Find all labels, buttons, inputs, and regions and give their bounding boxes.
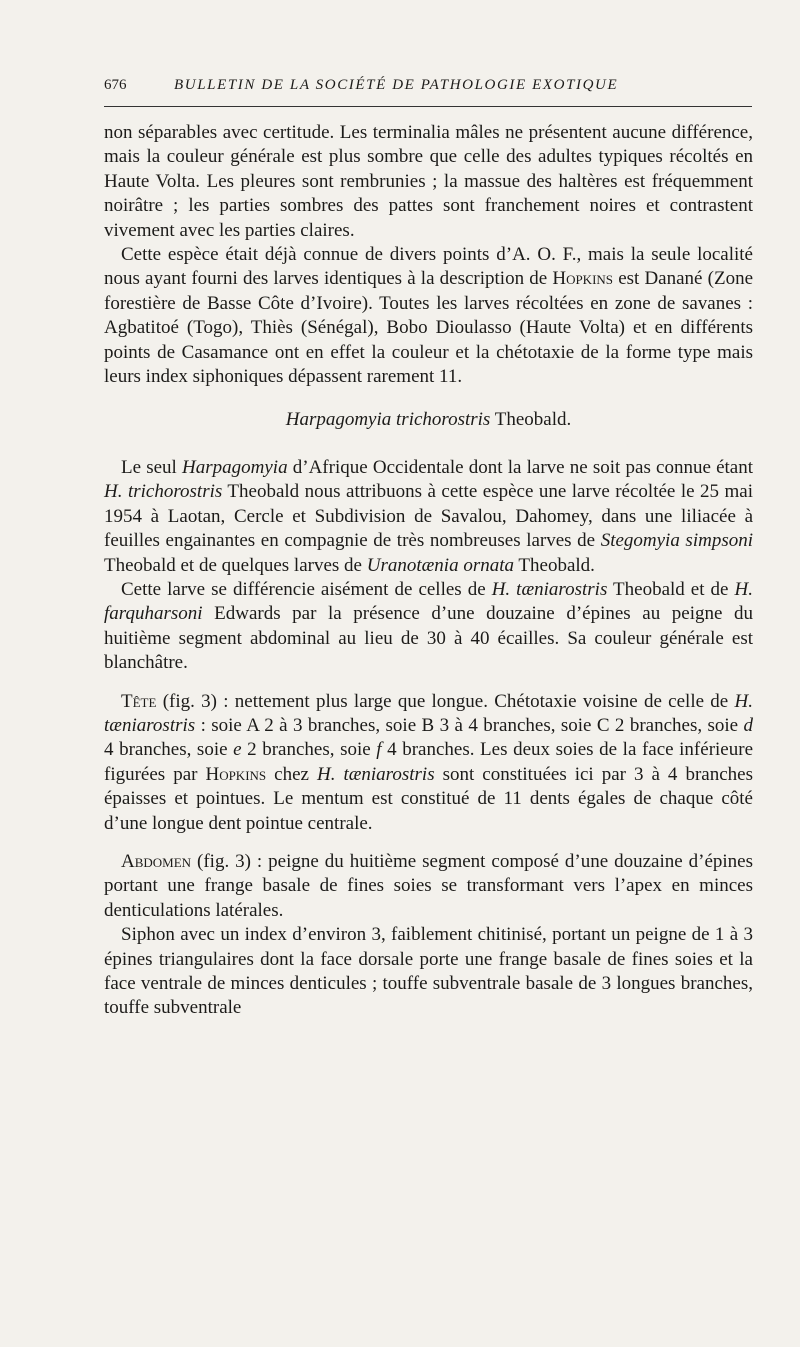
paragraph-5: Tête (fig. 3) : nettement plus large que longue. Chétotaxie voisine de celle de H. tæniarostris : soie A 2 à 3 branches, soie B 3 à 4 branches, soie C 2 branches, soie d 4 branches, soie e 2 branches, soie f 4 branches. Les deux soies de la face inférieure figurées par Hopkins chez H. tæniarostris sont constituées ici par 3 à 4 branches épaisses et pointues. Le mentum est constitué de 11 dents égales de chaque côté d’une longue dent pointue centrale. — [104, 690, 753, 834]
author-name: Hopkins — [552, 268, 614, 290]
paragraph-1: non séparables avec certitude. Les terminalia mâles ne présentent aucune différence, mais la couleur générale est plus sombre que celle des adultes typiques récoltés en Haute Volta. Les pleures sont rembrunies ; la massue des haltères est fréquemment noirâtre ; les parties sombres des pattes sont franchement noires et contrastent vivement avec les parties claires. — [104, 122, 753, 241]
section-label-abdomen: Abdomen — [121, 850, 192, 872]
running-header — [104, 77, 752, 101]
paragraph-7: Siphon avec un index d’environ 3, faiblement chitinisé, portant un peigne de 1 à 3 épines triangulaires dont la face dorsale porte une frange basale de fines soies et la face ventrale de minces denticules ; touffe subventrale basale de 3 longues branches, touffe subventrale — [104, 924, 753, 1019]
author-name: Hopkins — [205, 763, 267, 785]
paragraph-6: Abdomen (fig. 3) : peigne du huitième segment composé d’une douzaine d’épines portant une frange basale de fines soies se transformant vers l’apex en minces denticulations latérales. — [104, 850, 753, 921]
paragraph-2: Cette espèce était déjà connue de divers points d’A. O. F., mais la seule localité nous ayant fourni des larves identiques à la description de Hopkins est Danané (Zone forestière de Basse Côte d’Ivoire). Toutes les larves récoltées en zone de savanes : Agbatitoé (Togo), Thiès (Sénégal), Bobo Dioulasso (Haute Volta) et en différents points de Casamance ont en effet la couleur et la chétotaxie de la forme type mais leurs index siphoniques dépassent rarement 11. — [104, 244, 753, 388]
body-text — [104, 121, 753, 1021]
species-name: Harpagomyia trichorostris — [285, 409, 491, 431]
species-author: Theobald. — [494, 409, 572, 431]
species-heading — [104, 408, 753, 432]
section-label-tete: Tête — [121, 690, 157, 712]
journal-title: BULLETIN DE LA SOCIÉTÉ DE PATHOLOGIE EXOTIQUE — [174, 77, 619, 93]
paragraph-3: Le seul Harpagomyia d’Afrique Occidentale dont la larve ne soit pas connue étant H. trichorostris Theobald nous attribuons à cette espèce une larve récoltée le 25 mai 1954 à Laotan, Cercle et Subdivision de Savalou, Dahomey, dans une liliacée à feuilles engainantes en compagnie de très nombreuses larves de Stegomyia simpsoni Theobald et de quelques larves de Uranotænia ornata Theobald. — [104, 456, 753, 576]
page-number: 676 — [104, 77, 127, 93]
header-rule — [104, 106, 752, 107]
paragraph-4: Cette larve se différencie aisément de celles de H. tæniarostris Theobald et de H. farquharsoni Edwards par la présence d’une douzaine d’épines au peigne du huitième segment abdominal au lieu de 30 à 40 écailles. Sa couleur générale est blanchâtre. — [104, 578, 753, 674]
